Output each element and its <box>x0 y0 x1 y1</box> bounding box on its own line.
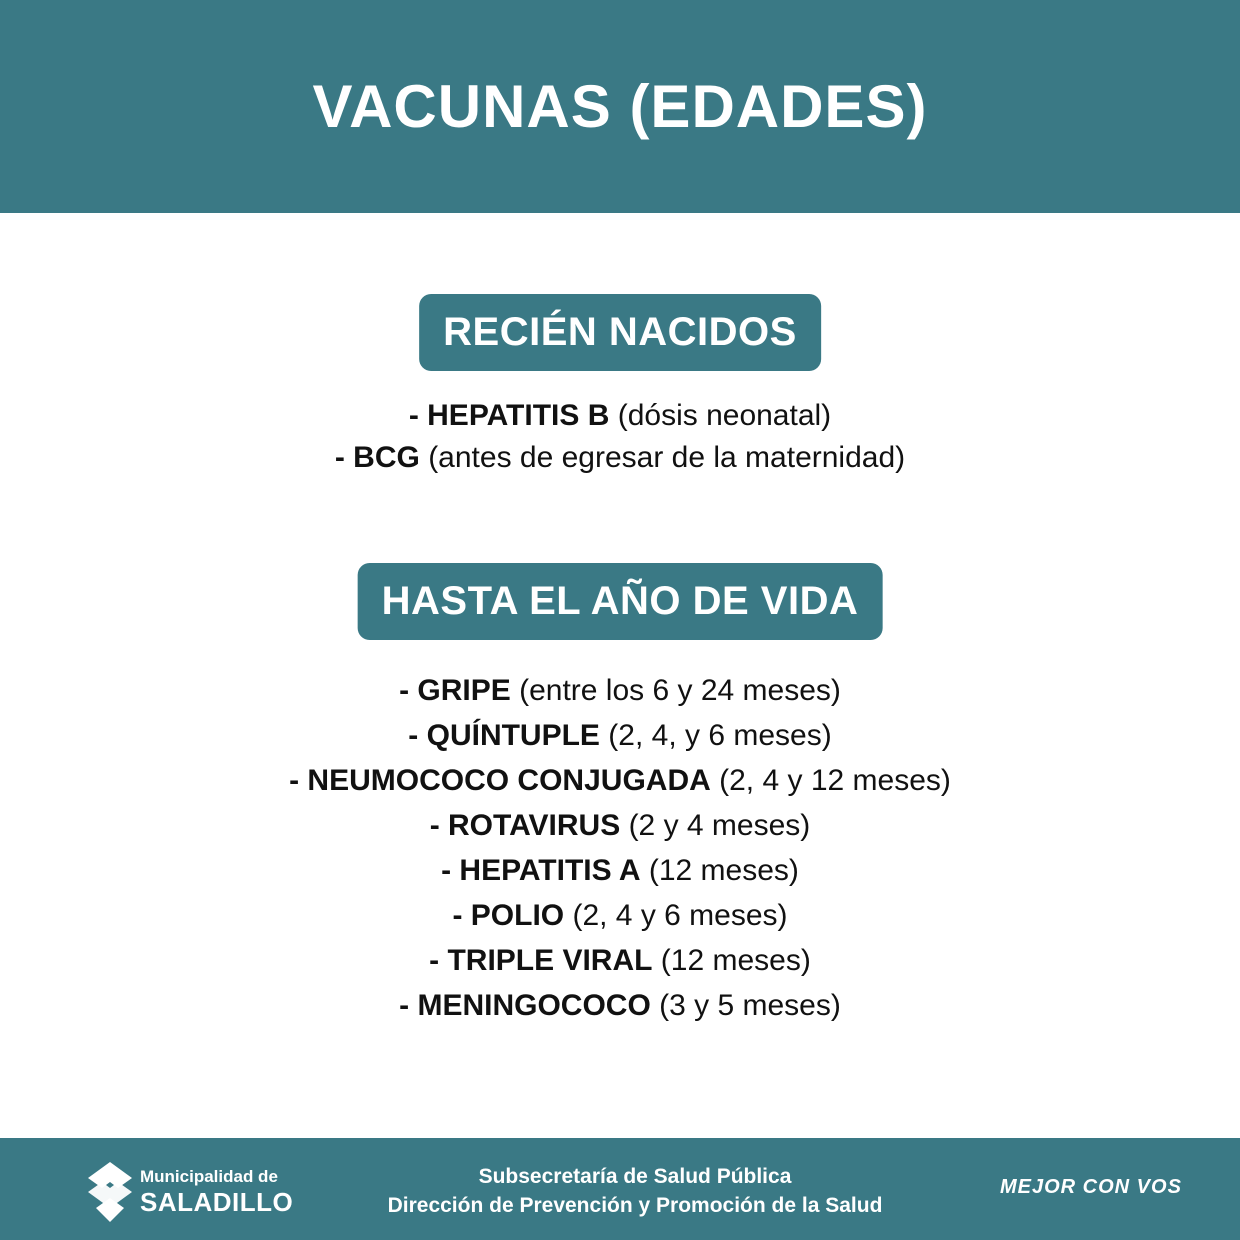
list-item <box>0 893 1240 938</box>
header-banner <box>0 0 1240 213</box>
vaccine-name: - GRIPE <box>399 674 511 707</box>
logo-title: SALADILLO <box>140 1187 294 1217</box>
vaccine-detail: (2, 4 y 12 meses) <box>710 764 951 797</box>
municipality-logo <box>84 1158 314 1228</box>
footer-banner <box>0 1138 1240 1240</box>
logo-subtitle: Municipalidad de <box>140 1167 278 1186</box>
slogan: MEJOR CON VOS <box>1000 1176 1182 1198</box>
vaccine-name: - HEPATITIS B <box>408 399 610 432</box>
footer-line-1: Subsecretaría de Salud Pública <box>478 1165 792 1188</box>
vaccine-detail: (3 y 5 meses) <box>650 989 841 1022</box>
vaccine-detail: (12 meses) <box>652 944 811 977</box>
vaccine-detail: (2, 4 y 6 meses) <box>564 899 788 932</box>
vaccine-name: - NEUMOCOCO CONJUGADA <box>289 764 711 797</box>
footer-agency <box>330 1162 940 1220</box>
list-item <box>0 848 1240 893</box>
saladillo-logo-icon <box>88 1162 132 1222</box>
vaccine-name: - TRIPLE VIRAL <box>429 944 653 977</box>
vaccine-detail: (12 meses) <box>640 854 799 887</box>
page-title: VACUNAS (EDADES) <box>312 73 928 140</box>
list-item <box>0 758 1240 803</box>
vaccine-name: - HEPATITIS A <box>441 854 641 887</box>
vaccine-detail: (2 y 4 meses) <box>620 809 811 842</box>
list-item <box>0 395 1240 437</box>
vaccine-list-recien-nacidos <box>0 395 1240 479</box>
vaccine-name: - ROTAVIRUS <box>429 809 621 842</box>
vaccine-detail: (antes de egresar de la maternidad) <box>419 441 906 474</box>
section-title-hasta-el-ano: HASTA EL AÑO DE VIDA <box>358 563 883 640</box>
vaccine-detail: (dósis neonatal) <box>609 399 832 432</box>
footer-line-2: Dirección de Prevención y Promoción de la Salud <box>387 1194 883 1217</box>
section-title-recien-nacidos: RECIÉN NACIDOS <box>419 294 821 371</box>
vaccine-name: - BCG <box>334 441 420 474</box>
list-item <box>0 437 1240 479</box>
list-item <box>0 668 1240 713</box>
vaccine-detail: (entre los 6 y 24 meses) <box>510 674 841 707</box>
vaccine-list-hasta-el-ano <box>0 668 1240 1028</box>
list-item <box>0 803 1240 848</box>
vaccine-name: - POLIO <box>452 899 565 932</box>
list-item <box>0 983 1240 1028</box>
list-item <box>0 938 1240 983</box>
vaccine-detail: (2, 4, y 6 meses) <box>599 719 832 752</box>
vaccine-name: - MENINGOCOCO <box>399 989 651 1022</box>
list-item <box>0 713 1240 758</box>
vaccine-name: - QUÍNTUPLE <box>408 719 600 752</box>
